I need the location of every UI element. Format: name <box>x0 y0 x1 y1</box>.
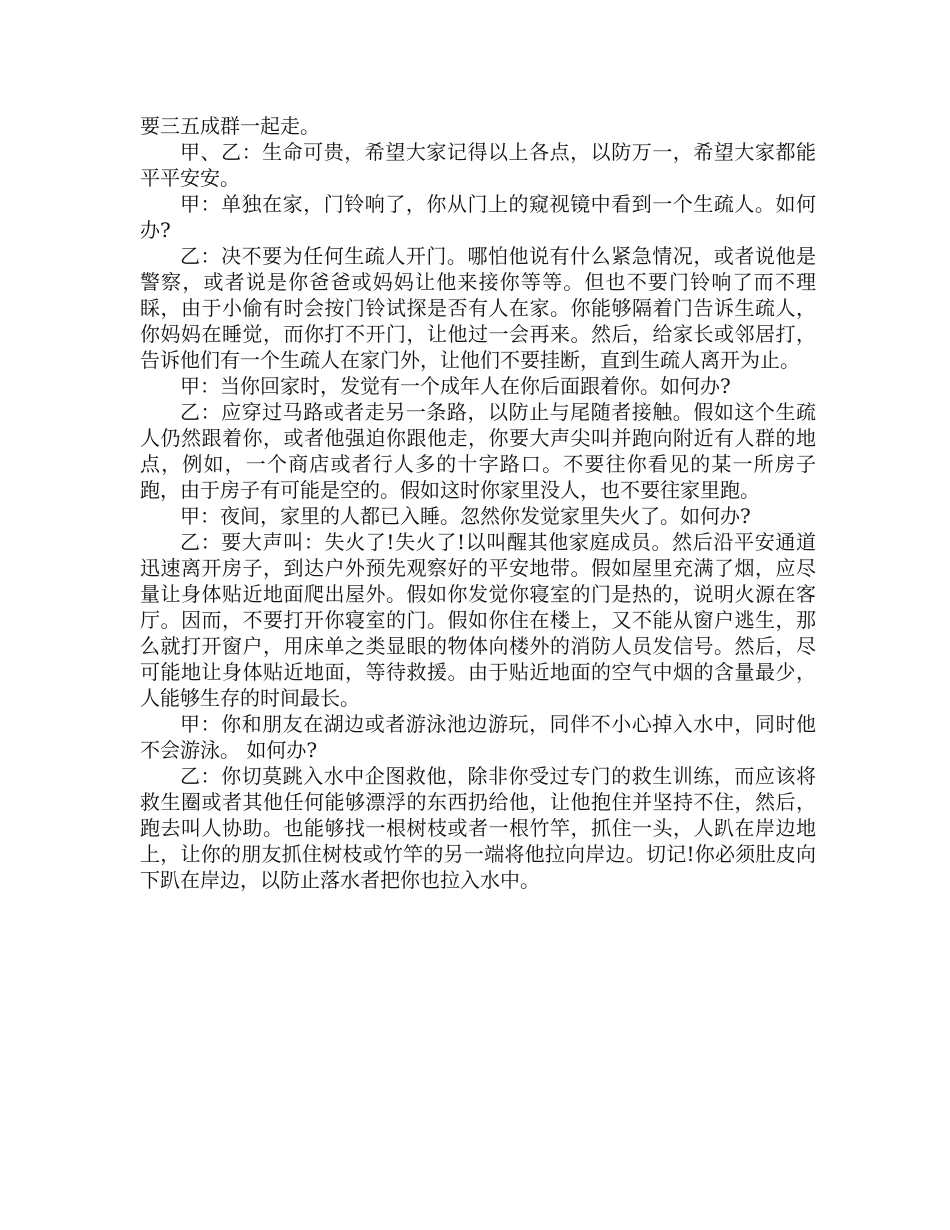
paragraph-answer-stranger-door: 乙：决不要为任何生疏人开门。哪怕他说有什么紧急情况，或者说他是警察，或者说是你爸爸或妈妈让他来接你等等。但也不要门铃响了而不理睬，由于小偷有时会按门铃试探是否有人在家。你能够隔着门告诉生疏人，你妈妈在睡觉，而你打不开门，让他过一会再来。然后，给家长或邻居打，告诉他们有一个生疏人在家门外，让他们不要挂断，直到生疏人离开为止。 <box>140 244 816 372</box>
paragraph-answer-followed: 乙：应穿过马路或者走另一条路，以防止与尾随者接触。假如这个生疏人仍然跟着你，或者他强迫你跟他走，你要大声尖叫并跑向附近有人群的地点，例如，一个商店或者行人多的十字路口。不要往你看见的某一所房子跑，由于房子有可能是空的。假如这时你家里没人，也不要往家里跑。 <box>140 400 816 502</box>
paragraph-question-drowning: 甲：你和朋友在湖边或者游泳池边游玩，同伴不小心掉入水中，同时他不会游泳。 如何办? <box>140 712 816 762</box>
paragraph-continuation: 要三五成群一起走。 <box>140 114 320 138</box>
document-body <box>140 113 816 893</box>
paragraph-question-stranger-door: 甲：单独在家，门铃响了，你从门上的窥视镜中看到一个生疏人。如何办? <box>140 192 816 242</box>
paragraph-both-closing: 甲、乙：生命可贵，希望大家记得以上各点，以防万一，希望大家都能平平安安。 <box>140 140 816 190</box>
paragraph-question-fire: 甲：夜间，家里的人都已入睡。忽然你发觉家里失火了。如何办? <box>180 504 751 528</box>
paragraph-answer-fire: 乙：要大声叫：失火了!失火了!以叫醒其他家庭成员。然后沿平安通道迅速离开房子，到达户外预先观察好的平安地带。假如屋里充满了烟，应尽量让身体贴近地面爬出屋外。假如你发觉你寝室的门是热的，说明火源在客厅。因而，不要打开你寝室的门。假如你住在楼上，又不能从窗户逃生，那么就打开窗户，用床单之类显眼的物体向楼外的消防人员发信号。然后，尽可能地让身体贴近地面，等待救援。由于贴近地面的空气中烟的含量最少，人能够生存的时间最长。 <box>140 530 816 710</box>
paragraph-question-followed: 甲：当你回家时，发觉有一个成年人在你后面跟着你。如何办? <box>180 374 731 398</box>
paragraph-answer-drowning: 乙：你切莫跳入水中企图救他，除非你受过专门的救生训练，而应该将救生圈或者其他任何能够漂浮的东西扔给他，让他抱住并坚持不住，然后，跑去叫人协助。也能够找一根树枝或者一根竹竿，抓住一头，人趴在岸边地上，让你的朋友抓住树枝或竹竿的另一端将他拉向岸边。切记!你必须肚皮向下趴在岸边，以防止落水者把你也拉入水中。 <box>140 764 816 892</box>
